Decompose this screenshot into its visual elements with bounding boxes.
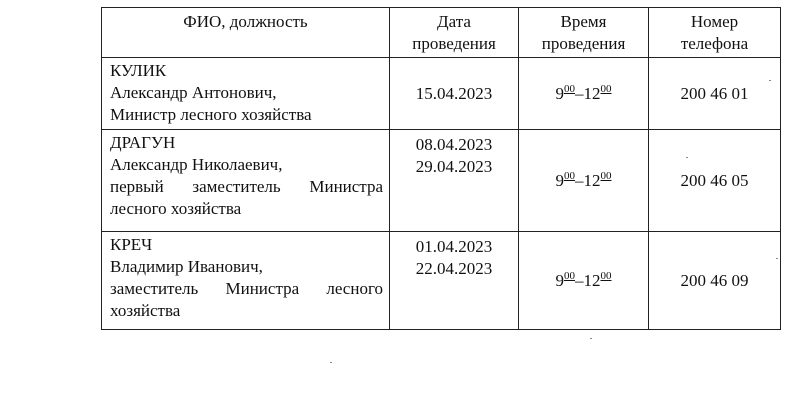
reception-date: 15.04.2023 <box>415 83 493 103</box>
time-end-min: 00 <box>600 82 612 95</box>
header-date-line2: проведения <box>412 34 496 53</box>
reception-date: 29.04.2023 <box>415 157 493 176</box>
person-fullname: Александр Антонович, <box>110 83 277 102</box>
table-row <box>102 58 781 130</box>
table-header-row <box>102 8 781 58</box>
scan-speck <box>686 157 688 158</box>
table-row <box>102 130 781 232</box>
phone-cell <box>649 232 781 330</box>
scan-speck <box>769 80 771 81</box>
time-cell <box>519 130 649 232</box>
phone-number: 200 46 01 <box>680 83 749 103</box>
person-fullname: Владимир Иванович, <box>110 257 263 276</box>
person-cell <box>102 130 390 232</box>
scan-speck <box>590 338 592 339</box>
reception-schedule-table <box>101 7 781 330</box>
reception-date: 01.04.2023 <box>415 237 493 256</box>
person-fullname: Александр Николаевич, <box>110 155 283 174</box>
header-time-line1: Время <box>560 12 607 31</box>
header-phone-line2: телефона <box>680 34 749 53</box>
reception-date: 08.04.2023 <box>415 135 493 154</box>
person-surname: ДРАГУН <box>110 133 176 152</box>
time-cell <box>519 58 649 130</box>
time-start-hour: 9 <box>555 170 564 190</box>
person-surname: КРЕЧ <box>110 235 153 254</box>
phone-number: 200 46 05 <box>680 170 749 190</box>
header-time-line2: проведения <box>541 34 626 53</box>
phone-cell <box>649 130 781 232</box>
time-start-hour: 9 <box>555 270 564 290</box>
person-position: первый заместитель Министра лесного хозяйства <box>110 177 383 218</box>
phone-cell <box>649 58 781 130</box>
reception-date: 22.04.2023 <box>415 259 493 278</box>
time-start-min: 00 <box>564 269 575 282</box>
header-time <box>519 8 649 58</box>
header-date <box>390 8 519 58</box>
time-cell <box>519 232 649 330</box>
scan-speck <box>776 258 778 259</box>
dates-cell <box>390 58 519 130</box>
person-position: заместитель Министра лесного хозяйства <box>110 279 383 320</box>
person-position: Министр лесного хозяйства <box>110 105 312 124</box>
person-cell <box>102 232 390 330</box>
header-phone-line1: Номер <box>690 12 739 31</box>
header-phone <box>649 8 781 58</box>
time-end-min: 00 <box>600 169 612 182</box>
time-dash: – <box>575 270 584 290</box>
time-end-hour: 12 <box>583 270 601 290</box>
time-dash: – <box>575 83 584 103</box>
time-dash: – <box>575 170 584 190</box>
phone-number: 200 46 09 <box>680 270 749 290</box>
header-name-position <box>102 8 390 58</box>
person-cell <box>102 58 390 130</box>
time-start-min: 00 <box>564 82 575 95</box>
scan-speck <box>330 362 332 363</box>
time-start-hour: 9 <box>555 83 564 103</box>
dates-cell <box>390 130 519 232</box>
time-start-min: 00 <box>564 169 575 182</box>
time-end-hour: 12 <box>583 83 601 103</box>
person-surname: КУЛИК <box>110 61 167 80</box>
time-end-min: 00 <box>600 269 612 282</box>
header-name-label: ФИО, должность <box>183 12 308 31</box>
dates-cell <box>390 232 519 330</box>
header-date-line1: Дата <box>437 12 471 31</box>
time-end-hour: 12 <box>583 170 601 190</box>
table-row <box>102 232 781 330</box>
